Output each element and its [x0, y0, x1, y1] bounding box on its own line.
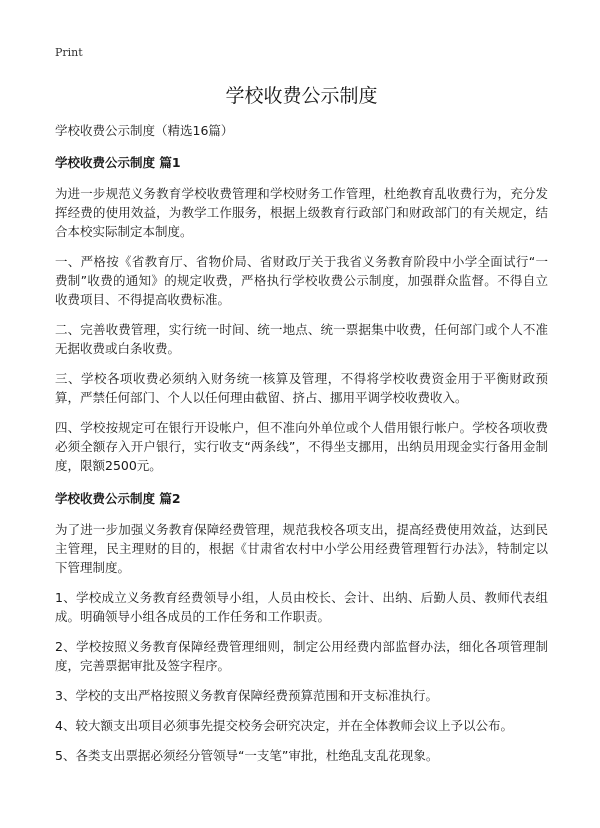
paragraph: 1、学校成立义务教育经费领导小组，人员由校长、会计、出纳、后勤人员、教师代表组成。明确领导小组各成员的工作任务和工作职责。	[55, 590, 548, 624]
paragraph: 5、各类支出票据必须经分管领导“一支笔”审批，杜绝乱支乱花现象。	[55, 748, 439, 763]
paragraph: 四、学校按规定可在银行开设帐户，但不准向外单位或个人借用银行帐户。学校各项收费必须全额存入开户银行，实行收支“两条线”，不得坐支挪用，出纳员用现金实行备用金制度，限额2500元。	[55, 420, 548, 473]
paragraph: 2、学校按照义务教育保障经费管理细则，制定公用经费内部监督办法，细化各项管理制度，完善票据审批及签字程序。	[55, 639, 548, 673]
paragraph: 为了进一步加强义务教育保障经费管理，规范我校各项支出，提高经费使用效益，达到民主管理，民主理财的目的，根据《甘肃省农村中小学公用经费管理暂行办法》，特制定以下管理制度。	[55, 522, 548, 575]
section-2	[55, 490, 548, 765]
paragraph: 一、严格按《省教育厅、省物价局、省财政厅关于我省义务教育阶段中小学全面试行“一费制”收费的通知》的规定收费，严格执行学校收费公示制度，加强群众监督。不得自立收费项目、不得提高收费标准。	[55, 254, 548, 307]
section-heading: 学校收费公示制度 篇1	[55, 155, 181, 170]
section-heading: 学校收费公示制度 篇2	[55, 491, 181, 506]
paragraph: 4、较大额支出项目必须事先提交校务会研究决定，并在全体教师会议上予以公布。	[55, 718, 513, 733]
page-title: 学校收费公示制度	[225, 85, 378, 107]
paragraph: 3、学校的支出严格按照义务教育保障经费预算范围和开支标准执行。	[55, 688, 438, 703]
print-link[interactable]: Print	[55, 46, 83, 59]
paragraph: 为进一步规范义务教育学校收费管理和学校财务工作管理，杜绝教育乱收费行为，充分发挥经费的使用效益，为教学工作服务，根据上级教育行政部门和财政部门的有关规定，结合本校实际制定本制度。	[55, 186, 548, 239]
paragraph: 三、学校各项收费必须纳入财务统一核算及管理，不得将学校收费资金用于平衡财政预算，严禁任何部门、个人以任何理由截留、挤占、挪用平调学校收费收入。	[55, 371, 548, 405]
document-subtitle: 学校收费公示制度（精选16篇）	[55, 123, 234, 138]
paragraph: 二、完善收费管理，实行统一时间、统一地点、统一票据集中收费，任何部门或个人不准无据收费或白条收费。	[55, 322, 548, 356]
section-1	[55, 154, 548, 475]
